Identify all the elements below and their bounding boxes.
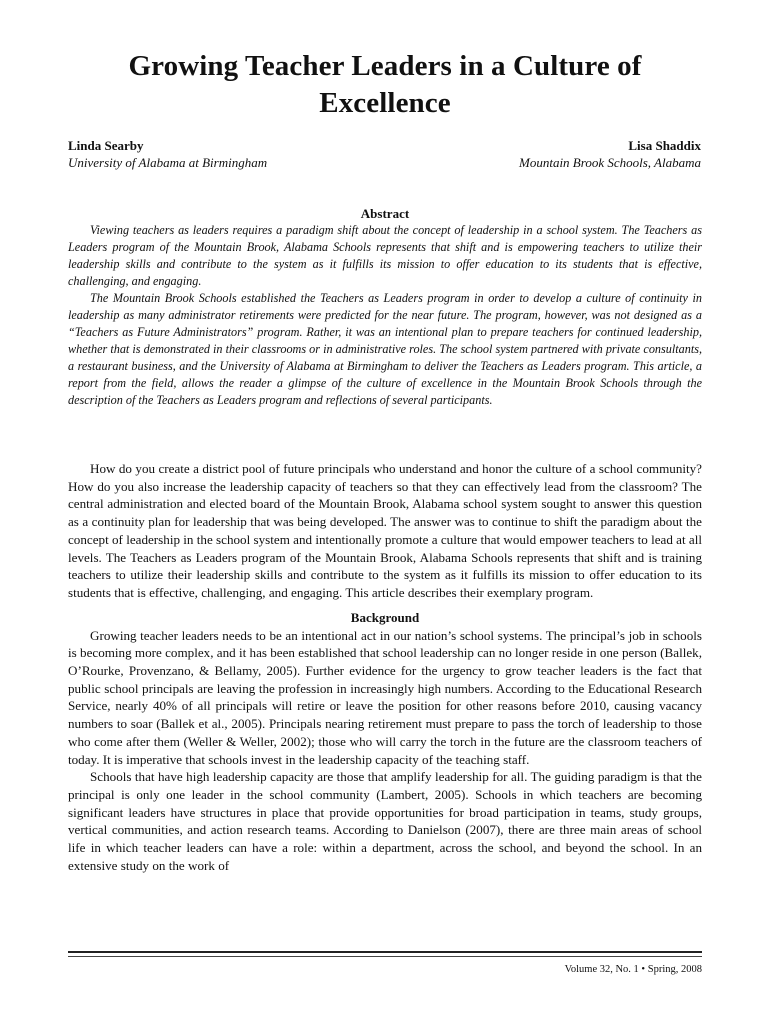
intro-paragraph: How do you create a district pool of future principals who understand and honor the culture of a school community? How do you also increase the leadership capacity of teachers so that they can effectively lead from the classroom? The central administration and elected board of the Mountain Brook, Alabama school system sought to answer this question as a continuity plan for leadership that was being developed. The answer was to continue to shift the paradigm about the concept of leadership in the school system and intentionally promote a culture that would empower teachers to lead at all levels. The Teachers as Leaders program of the Mountain Brook, Alabama Schools represents that shift and is training teachers to utilize their leadership skills and contribute to the system as it fulfills its mission to offer education to its students that is effective, challenging, and engaging. This article describes their exemplary program. xyxy=(68,461,702,600)
footer-rule xyxy=(68,956,702,957)
background-heading: Background xyxy=(350,609,420,625)
body-paragraph: Growing teacher leaders needs to be an intentional act in our nation’s school systems. The principal’s job in schools is becoming more complex, and it has been established that school leadership can no longer reside in one person (Ballek, O’Rourke, Provenzano, & Bellamy, 2005). Further evidence for the urgency to grow teacher leaders is the fact that public school principals are leaving the profession in increasingly high numbers. According to the Educational Research Service, nearly 40% of all principals will retire or leave the position for other reasons before 2010, causing vacancy numbers to soar (Ballek et al., 2005). Principals nearing retirement must prepare to pass the torch of leadership to those who come after them (Weller & Weller, 2002); those who will carry the torch in the future are the classroom teachers of today. It is imperative that schools invest in the leadership capacity of the teaching staff. xyxy=(68,627,702,767)
article-title: Growing Teacher Leaders in a Culture of Excellence xyxy=(128,50,642,119)
author-block-2 xyxy=(519,137,701,171)
abstract-paragraph: Viewing teachers as leaders requires a paradigm shift about the concept of leadership in a school system. The Teachers as Leaders program of the Mountain Brook, Alabama Schools represents that shift and is empowering teachers to utilize their leadership skills and contribute to the system as it fulfills its mission to offer education to its students that is effective, challenging, and engaging. xyxy=(68,223,702,288)
author-affiliation: University of Alabama at Birmingham xyxy=(68,155,268,170)
abstract-heading: Abstract xyxy=(360,206,410,221)
footer-issue-info: Volume 32, No. 1 • Spring, 2008 xyxy=(564,964,702,975)
author-affiliation: Mountain Brook Schools, Alabama xyxy=(519,155,701,170)
article-body xyxy=(68,460,702,874)
author-name: Linda Searby xyxy=(68,138,144,153)
author-block-1 xyxy=(68,137,267,171)
abstract-paragraph: The Mountain Brook Schools established the Teachers as Leaders program in order to develop a culture of continuity in leadership as many administrator retirements were predicted for the near future. The program, however, was not designed as a “Teachers as Future Administrators” program. Rather, it was an intentional plan to prepare teachers for continued leadership, whether that is demonstrated in their classrooms or in administrative roles. The school system partnered with private consultants, a restaurant business, and the University of Alabama at Birmingham to deliver the Teachers as Leaders program. This article, a report from the field, allows the reader a glimpse of the culture of excellence in the Mountain Brook Schools through the description of the Teachers as Leaders program and reflections of several participants. xyxy=(68,291,702,407)
author-name: Lisa Shaddix xyxy=(628,138,701,153)
body-paragraph: Schools that have high leadership capacity are those that amplify leadership for all. The guiding paradigm is that the principal is only one leader in the school community (Lambert, 2005). Schools in which teachers are becoming significant leaders have structures in place that provide opportunities for broad participation in teams, study groups, vertical communities, and action research teams. According to Danielson (2007), there are three main areas of school life in which teacher leaders can have a role: within a department, across the school, and beyond the school. In an extensive study on the work of xyxy=(68,769,702,873)
footer-rule xyxy=(68,951,702,953)
abstract-section xyxy=(68,206,702,409)
